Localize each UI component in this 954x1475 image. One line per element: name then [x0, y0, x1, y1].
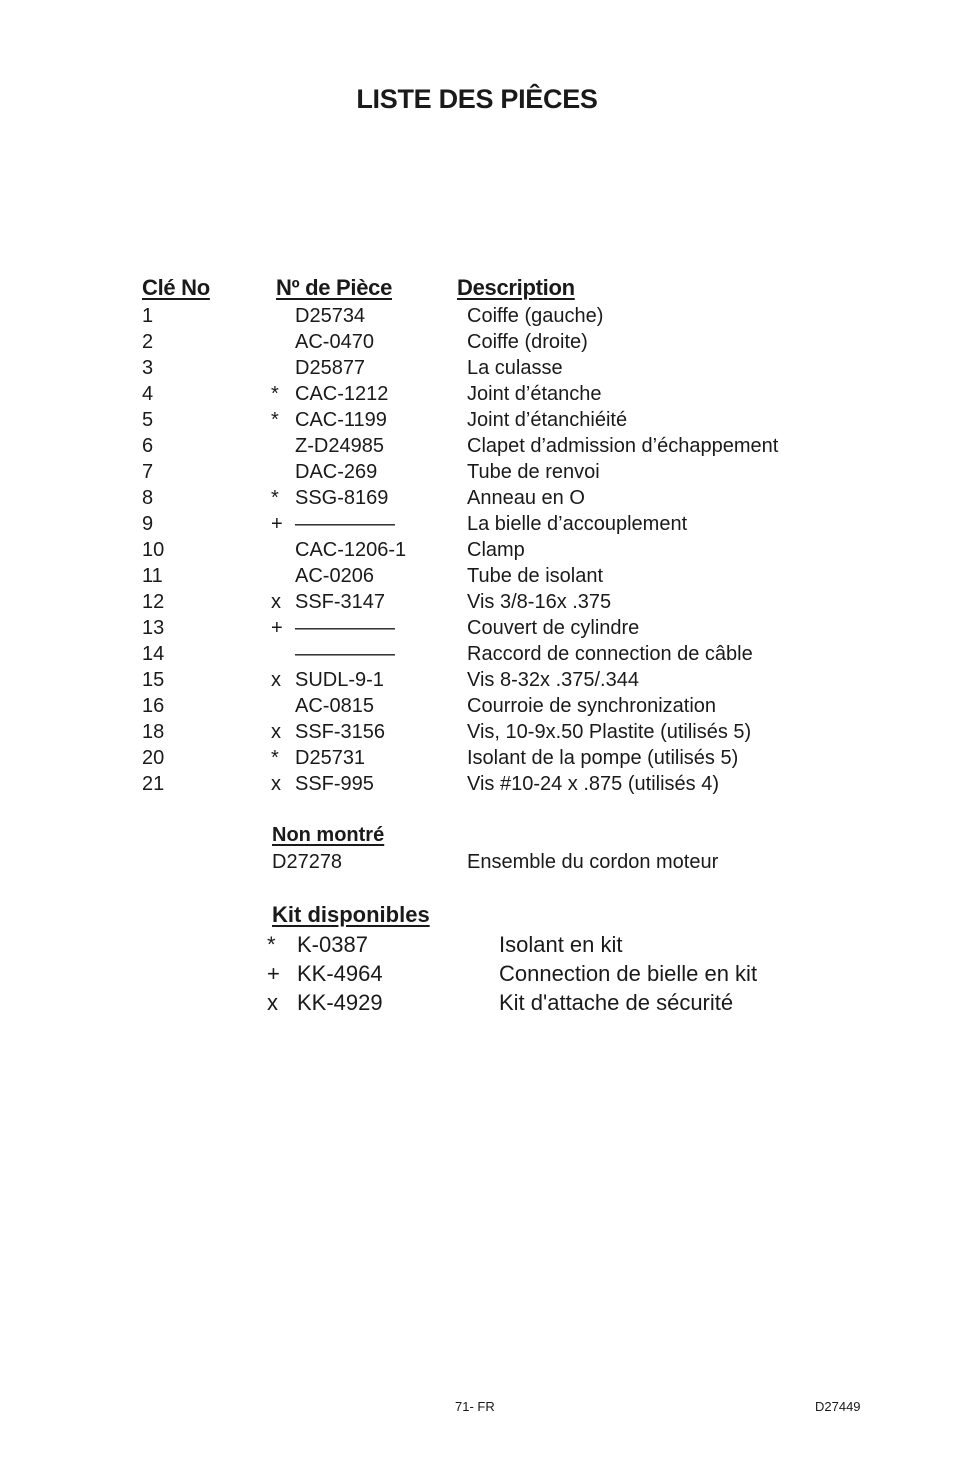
- kit-description: Isolant en kit: [499, 932, 623, 957]
- parts-row: [0, 641, 954, 667]
- kit-mark: x: [271, 773, 281, 795]
- key-no: 10: [142, 539, 165, 561]
- part-no: D25877: [295, 357, 366, 379]
- parts-row: [0, 407, 954, 433]
- part-no: CAC-1199: [295, 409, 387, 431]
- part-no: —————: [295, 513, 395, 535]
- kit-code: K-0387: [297, 932, 368, 957]
- part-description: Courroie de synchronization: [467, 695, 717, 717]
- key-no: 1: [142, 305, 154, 327]
- parts-list: [0, 303, 954, 797]
- parts-row: [0, 355, 954, 381]
- document-number: D27449: [815, 1399, 861, 1414]
- part-description: Clapet d’admission d’échappement: [467, 435, 779, 457]
- key-no: 16: [142, 695, 165, 717]
- parts-row: [0, 615, 954, 641]
- kit-code: KK-4964: [297, 961, 383, 986]
- parts-row: [0, 303, 954, 329]
- part-no: SUDL-9-1: [295, 669, 384, 691]
- parts-row: [0, 719, 954, 745]
- kit-mark: +: [267, 961, 280, 986]
- parts-row: [0, 667, 954, 693]
- not-shown-row: [0, 849, 954, 875]
- kit-description: Kit d'attache de sécurité: [499, 990, 734, 1015]
- part-description: Joint d’étanche: [467, 383, 602, 405]
- parts-row: [0, 745, 954, 771]
- key-no: 20: [142, 747, 165, 769]
- key-no: 15: [142, 669, 165, 691]
- parts-row: [0, 459, 954, 485]
- kit-mark: x: [271, 669, 281, 691]
- key-no: 2: [142, 331, 154, 353]
- kit-row: [0, 930, 954, 959]
- key-no: 7: [142, 461, 154, 483]
- part-no: AC-0815: [295, 695, 374, 717]
- kit-mark: +: [271, 513, 283, 535]
- part-description: Vis 3/8-16x .375: [467, 591, 612, 613]
- part-description: Coiffe (gauche): [467, 305, 604, 327]
- kit-mark: *: [267, 932, 276, 957]
- part-description: Tube de renvoi: [467, 461, 600, 483]
- part-no: Z-D24985: [295, 435, 384, 457]
- part-description: Joint d’étanchiéité: [467, 409, 628, 431]
- parts-row: [0, 381, 954, 407]
- kit-row: [0, 959, 954, 988]
- part-description: Coiffe (droite): [467, 331, 588, 353]
- parts-row: [0, 537, 954, 563]
- kit-mark: x: [271, 721, 281, 743]
- key-no: 13: [142, 617, 165, 639]
- kits-list: [0, 930, 954, 1017]
- header-part-no: Nº de Pièce: [276, 275, 393, 300]
- parts-row: [0, 433, 954, 459]
- part-no: CAC-1212: [295, 383, 389, 405]
- part-no: AC-0470: [295, 331, 374, 353]
- key-no: 6: [142, 435, 154, 457]
- part-no: SSF-3156: [295, 721, 386, 743]
- kits-header: Kit disponibles: [272, 902, 430, 927]
- kit-code: KK-4929: [297, 990, 383, 1015]
- header-key-no: Clé No: [142, 275, 210, 300]
- part-description: La culasse: [467, 357, 563, 379]
- part-no: SSF-995: [295, 773, 374, 795]
- part-no: D25734: [295, 305, 366, 327]
- key-no: 18: [142, 721, 165, 743]
- part-description: Vis, 10-9x.50 Plastite (utilisés 5): [467, 721, 752, 743]
- part-description: Tube de isolant: [467, 565, 604, 587]
- part-description: Vis 8-32x .375/.344: [467, 669, 639, 691]
- key-no: 3: [142, 357, 154, 379]
- parts-row: [0, 329, 954, 355]
- part-description: Isolant de la pompe (utilisés 5): [467, 747, 739, 769]
- kit-description: Connection de bielle en kit: [499, 961, 758, 986]
- kit-mark: *: [271, 747, 279, 769]
- part-description: Couvert de cylindre: [467, 617, 640, 639]
- not-shown-header: Non montré: [272, 824, 385, 846]
- part-no: AC-0206: [295, 565, 374, 587]
- kit-mark: *: [271, 383, 279, 405]
- parts-row: [0, 693, 954, 719]
- key-no: 9: [142, 513, 154, 535]
- kit-mark: x: [267, 990, 278, 1015]
- parts-row: [0, 511, 954, 537]
- part-description: Anneau en O: [467, 487, 585, 509]
- part-description: Vis #10-24 x .875 (utilisés 4): [467, 773, 719, 795]
- page-number: 71- FR: [455, 1399, 495, 1414]
- kit-mark: *: [271, 409, 279, 431]
- part-no: —————: [295, 643, 395, 665]
- parts-row: [0, 771, 954, 797]
- key-no: 11: [142, 565, 163, 587]
- part-no: D27278: [272, 851, 343, 873]
- part-description: Raccord de connection de câble: [467, 643, 753, 665]
- key-no: 5: [142, 409, 154, 431]
- part-no: CAC-1206-1: [295, 539, 407, 561]
- key-no: 21: [142, 773, 165, 795]
- key-no: 4: [142, 383, 154, 405]
- part-description: Clamp: [467, 539, 525, 561]
- part-no: SSG-8169: [295, 487, 389, 509]
- part-description: Ensemble du cordon moteur: [467, 851, 719, 873]
- parts-row: [0, 589, 954, 615]
- part-no: D25731: [295, 747, 366, 769]
- part-no: —————: [295, 617, 395, 639]
- key-no: 12: [142, 591, 165, 613]
- kit-mark: x: [271, 591, 281, 613]
- key-no: 8: [142, 487, 154, 509]
- parts-row: [0, 485, 954, 511]
- page-title: LISTE DES PIÊCES: [356, 84, 598, 114]
- key-no: 14: [142, 643, 165, 665]
- kit-mark: +: [271, 617, 283, 639]
- parts-row: [0, 563, 954, 589]
- kit-mark: *: [271, 487, 279, 509]
- part-description: La bielle d’accouplement: [467, 513, 688, 535]
- header-description: Description: [457, 275, 575, 300]
- part-no: SSF-3147: [295, 591, 386, 613]
- kit-row: [0, 988, 954, 1017]
- part-no: DAC-269: [295, 461, 378, 483]
